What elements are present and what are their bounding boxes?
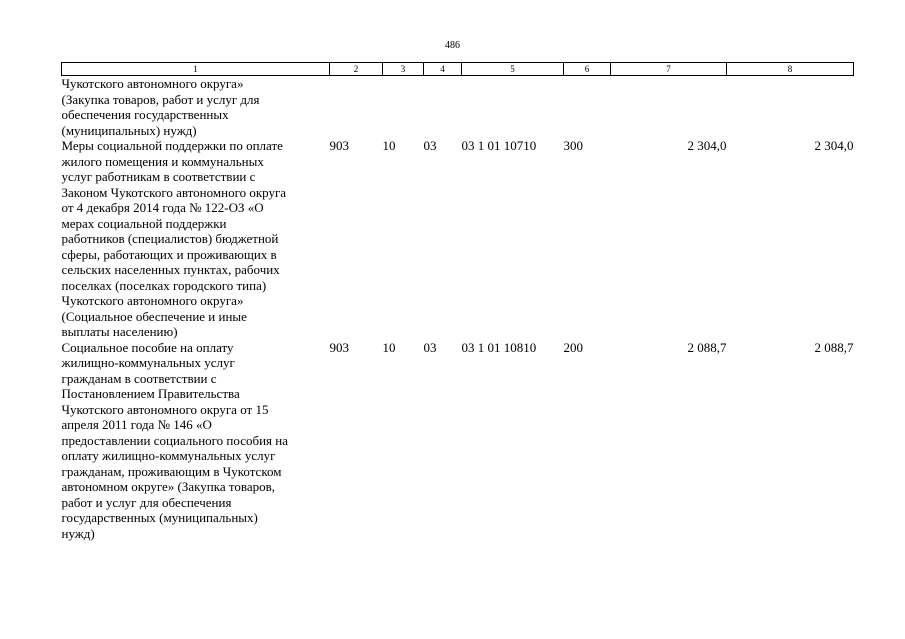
- description-line: работ и услуг для обеспечения: [61, 494, 232, 510]
- amount-cell: 2 304,0: [814, 138, 854, 153]
- expense-type-cell: [564, 76, 611, 139]
- description-line: гражданам в соответствии с: [61, 370, 217, 386]
- description-line: жилищно-коммунальных услуг: [61, 355, 235, 370]
- description-line: от 4 декабря 2014 года № 122-ОЗ «О: [61, 200, 264, 215]
- subsection-code-cell: 03: [423, 138, 437, 153]
- column-number: 4: [424, 63, 462, 76]
- table-body: [62, 76, 854, 542]
- description-line: Чукотского автономного округа»: [61, 293, 244, 308]
- amount-cell: 2 088,7: [814, 339, 854, 355]
- description-line: сельских населенных пунктах, рабочих: [61, 262, 280, 277]
- description-line: обеспечения государственных: [61, 107, 229, 122]
- description-line: сферы, работающих и проживающих в: [61, 246, 277, 262]
- description-line: выплаты населению): [61, 324, 178, 339]
- column-number: 6: [564, 63, 611, 76]
- expense-type-cell: 200: [563, 339, 583, 355]
- amount-cell: 2 304,0: [687, 138, 727, 153]
- admin-code-cell: 903: [329, 138, 349, 153]
- target-item-cell: 03 1 01 10810: [461, 339, 537, 355]
- description-line: автономном округе» (Закупка товаров,: [61, 479, 276, 494]
- description-line: Законом Чукотского автономного округа: [61, 184, 287, 200]
- amount-cell: [611, 76, 727, 139]
- table-row: [62, 76, 854, 139]
- page-number: 486: [445, 40, 460, 51]
- column-number-row: [62, 63, 854, 76]
- column-number: 5: [462, 63, 564, 76]
- admin-code-cell: [330, 76, 383, 139]
- expense-type-cell: 300: [563, 138, 583, 153]
- description-cell: [62, 76, 330, 139]
- description-cell: [62, 340, 330, 542]
- description-line: государственных (муниципальных): [61, 510, 258, 525]
- target-item-cell: [462, 76, 564, 139]
- description-line: нужд): [61, 525, 95, 541]
- subsection-code-cell: 03: [423, 339, 437, 355]
- section-code-cell: [383, 76, 424, 139]
- admin-code-cell: 903: [329, 339, 349, 355]
- subsection-code-cell: [424, 76, 462, 139]
- description-line: оплату жилищно-коммунальных услуг: [61, 448, 276, 463]
- amount-cell: 2 088,7: [687, 339, 727, 355]
- description-line: поселках (поселках городского типа): [61, 277, 267, 293]
- description-line: гражданам, проживающим в Чукотском: [61, 463, 282, 479]
- description-line: жилого помещения и коммунальных: [61, 153, 264, 169]
- target-item-cell: 03 1 01 10710: [461, 138, 537, 153]
- description-line: мерах социальной поддержки: [61, 215, 227, 231]
- description-line: (Социальное обеспечение и иные: [61, 308, 247, 324]
- description-line: работников (специалистов) бюджетной: [61, 231, 279, 246]
- description-line: Постановлением Правительства: [61, 386, 240, 401]
- description-line: (Закупка товаров, работ и услуг для: [61, 91, 260, 107]
- description-line: услуг работникам в соответствии с: [61, 169, 256, 184]
- description-line: апреля 2011 года № 146 «О: [61, 417, 212, 432]
- description-line: Чукотского автономного округа»: [61, 76, 244, 91]
- description-cell: [62, 138, 330, 340]
- description-line: Меры социальной поддержки по оплате: [61, 138, 283, 153]
- table-row: [62, 138, 854, 340]
- section-code-cell: 10: [382, 339, 396, 355]
- column-number: 2: [330, 63, 383, 76]
- description-line: предоставлении социального пособия на: [61, 432, 288, 448]
- column-number: 8: [727, 63, 854, 76]
- column-number: 3: [383, 63, 424, 76]
- description-line: Чукотского автономного округа от 15: [61, 401, 269, 417]
- budget-table: [61, 62, 854, 541]
- description-line: Социальное пособие на оплату: [61, 339, 234, 355]
- column-number: 7: [611, 63, 727, 76]
- table-row: [62, 340, 854, 542]
- amount-cell: [727, 76, 854, 139]
- section-code-cell: 10: [382, 138, 396, 153]
- description-line: (муниципальных) нужд): [61, 122, 197, 138]
- column-number: 1: [62, 63, 330, 76]
